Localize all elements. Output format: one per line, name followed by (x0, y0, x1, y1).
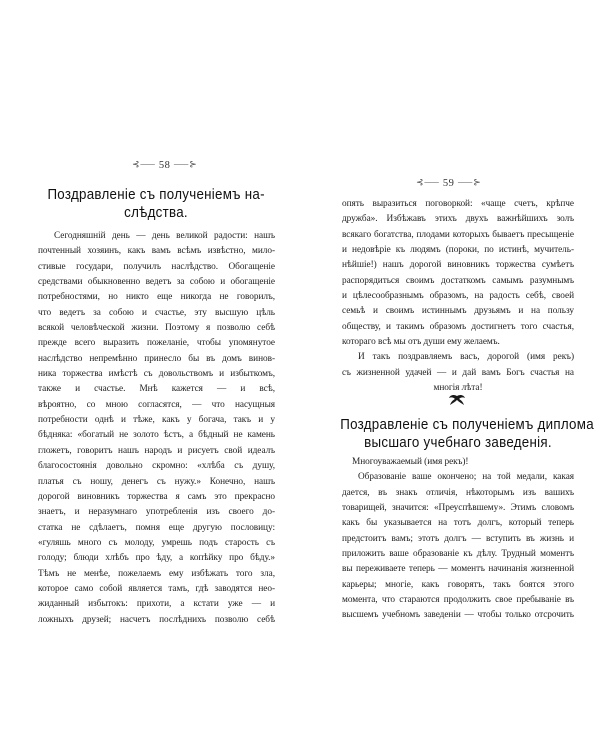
text-line: потребности однѣ и тѣже, какъ у богача, такъ и у (38, 415, 275, 426)
text-line: товарищей, значится: «Преуспѣвшему». Этимъ словомъ (342, 503, 574, 514)
ornament-right: ⸺⊱ (457, 177, 482, 187)
ornament-left: ⊰⸺ (132, 159, 156, 169)
text-line: знаетъ, и неразумнаго употребленія изъ своего до- (38, 507, 275, 518)
text-line: какъ бы указывается на тотъ долгъ, который теперь (342, 518, 574, 529)
text-line: дружба». Избѣжавъ этихъ двухъ важнѣйшихъ золъ (342, 214, 574, 225)
text-line: всякаго богатства, плодами которыхъ бываетъ пресыщеніе (342, 229, 574, 240)
text-line: и недовѣріе къ людямъ (пороки, по истинѣ, мучитель- (342, 245, 574, 256)
text-line: ложныхъ друзей; насчетъ послѣднихъ позволю себѣ (38, 614, 275, 625)
fleuron-ornament-icon (448, 394, 466, 406)
text-line: распорядиться своимъ достаткомъ самымъ разумнымъ (342, 275, 574, 286)
salutation: Многоуважаемый (имя рекъ)! (352, 457, 469, 467)
text-line: И такъ поздравляемъ васъ, дорогой (имя рекъ) (358, 352, 574, 363)
text-line: что ведетъ за собою и счастье, эту высшую цѣль (38, 307, 275, 318)
text-line: многія лѣта! (433, 383, 483, 394)
text-line: почтенный хозяинъ, какъ вамъ всѣмъ извѣстно, мило- (38, 246, 275, 257)
right-page (300, 0, 600, 750)
left-body-text (38, 229, 275, 628)
text-line: момента, что стараются продолжить свое пребываніе въ (342, 595, 574, 606)
heading-diploma: Поздравленіе съ полученіемъ диплома высшаго учебнаго заведенія. (340, 417, 594, 451)
right-body-text-diploma (342, 455, 574, 624)
text-line: Образованіе ваше окончено; на той медали, какая (358, 472, 574, 483)
text-line: семьѣ и своимъ истиннымъ друзьямъ и на пользу (342, 306, 574, 317)
ornament-right: ⸺⊱ (173, 159, 198, 169)
text-line: «гуляшь много съ молоду, умрешь подъ старость съ (38, 537, 275, 548)
page-number-right: ⊰⸺ 59 ⸺⊱ (416, 177, 482, 189)
ornament-left: ⊰⸺ (416, 177, 440, 187)
text-line: предстоитъ вамъ; этотъ долгъ — вступить въ жизнь и (342, 533, 574, 544)
text-line: дается, въ знакъ отличія, нѣкоторымъ изъ вашихъ (342, 487, 574, 498)
text-line: Тѣмъ не менѣе, пожелаемъ ему избѣжать того зла, (38, 568, 275, 579)
text-line: съ жизненной удачей — и дай вамъ Богъ счастья на (342, 367, 574, 378)
heading-inheritance: Поздравленіе съ полученіемъ на- слѣдства. (47, 187, 265, 221)
text-line: высшемъ учебномъ заведеніи — чтобы только отсрочить (342, 610, 574, 621)
text-line: приложить ваше образованіе къ дѣлу. Трудный моментъ (342, 549, 574, 560)
text-line: наслѣдство непремѣнно принесло бы въ домъ винов- (38, 353, 275, 364)
text-line: жиданный избытокъ: прихоти, а кстати уже — и (38, 599, 275, 610)
text-line: карьеры; многіе, какъ говорятъ, такъ боятся этого (342, 579, 574, 590)
text-line: прежде всего выразить пожеланіе, чтобы упомянутое (38, 338, 275, 349)
text-line: и цѣлесообразнымъ образомъ, на радость себѣ, своей (342, 291, 574, 302)
right-body-text-continued (342, 197, 574, 396)
page-number-left: ⊰⸺ 58 ⸺⊱ (132, 159, 198, 171)
text-line: обществу, и такимъ образомъ достигнетъ того счастья, (342, 321, 574, 332)
text-line: ника торжества имѣстѣ съ довольствомъ и избыткомъ, (38, 369, 275, 380)
text-line: Сегодняшній день — день великой радости: нашъ (54, 231, 275, 241)
text-line: стивые государи, получилъ наслѣдство. Обогащеніе (38, 261, 275, 272)
text-line: опять выразиться поговоркой: «чаще счетъ, крѣпче (342, 199, 574, 209)
text-line: которое само собой является тамъ, гдѣ заводятся нео- (38, 583, 275, 594)
text-line: благосостоянія довольно скромно: «хлѣба съ душу, (38, 461, 275, 472)
text-line: средствами обыкновенно ведетъ за собою и обогащеніе (38, 277, 275, 288)
text-line: платья съ ношу, денегъ съ нужу.» Конечно, нашъ (38, 476, 275, 487)
text-line: потребностями, но никто еще никогда не говорилъ, (38, 292, 275, 303)
text-line: котораго всѣ мы отъ души ему желаемъ. (342, 337, 500, 348)
text-line: голоду; блюди хлѣбъ про ѣду, а копѣйку про бѣду.» (38, 553, 275, 564)
text-line: бѣдняка: «богатый не золото ѣстъ, а бѣдный не камень (38, 430, 275, 441)
text-line: нѣйшіе!) нашъ дорогой виновникъ торжества сумѣетъ (342, 260, 574, 271)
text-line: дорогой виновникъ торжества я самъ это прекрасно (38, 491, 275, 502)
text-line: вы переживаете теперь — моментъ начинанія жизненной (342, 564, 574, 575)
text-line: гложетъ, говоритъ нашъ народъ и рисуетъ свой идеалъ (38, 445, 275, 456)
text-line: статка не сдѣлаетъ, помня еще другую пословицу: (38, 522, 275, 533)
text-line: также и счастье. Мнѣ кажется — и всѣ, (38, 384, 275, 395)
text-line: всякой человѣческой жизни. Поэтому я позволю себѣ (38, 323, 275, 334)
text-line: вѣроятно, со мною согласятся, — что насущныя (38, 399, 275, 410)
